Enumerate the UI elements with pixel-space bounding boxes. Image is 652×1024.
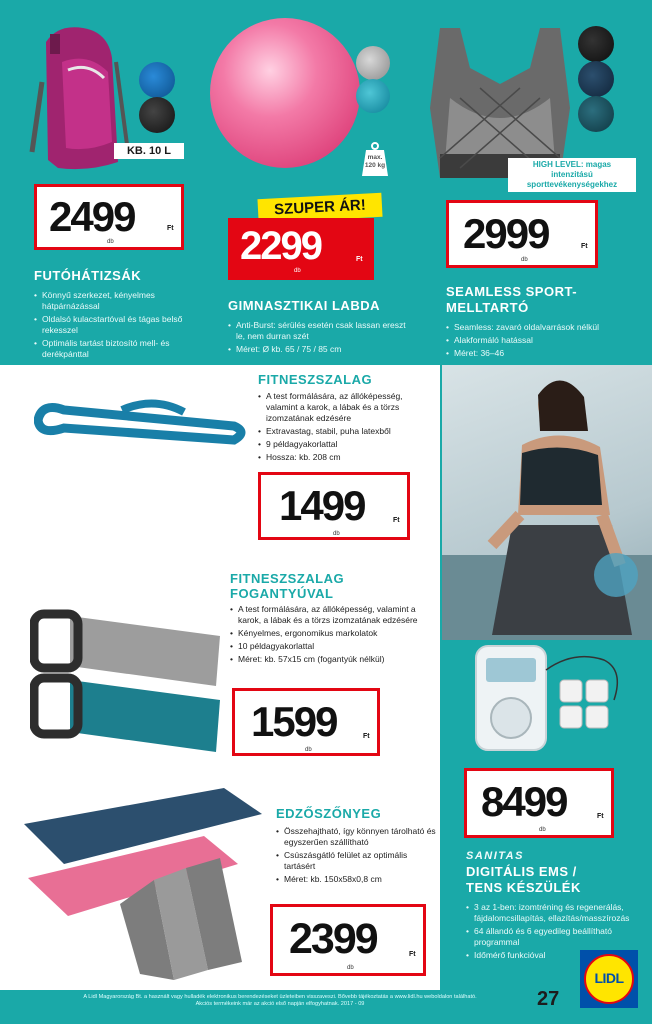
footer-line-1: A Lidl Magyarország Bt. a használt vagy hulladék elektronikus berendezéseket üzleteiben visszaveszi. Bővebb tájékoztatás a www.lidl.hu weboldalon található. <box>83 994 477 1000</box>
feature-item: • Seamless: zavaró oldalvarrások nélkül <box>446 322 636 333</box>
unit: db <box>521 257 528 263</box>
feature-item: • Időmérő funkcióval <box>466 950 642 961</box>
currency: Ft <box>597 813 604 820</box>
exercise-mat-image <box>24 784 264 984</box>
ball-price-box <box>228 218 374 280</box>
band-handle-features <box>230 604 436 665</box>
feature-item: • 10 példagyakorlattal <box>230 641 436 652</box>
unit: db <box>539 827 546 833</box>
mat-title: EDZŐSZŐNYEG <box>276 806 382 821</box>
athlete-photo <box>442 365 652 640</box>
mat-price-box <box>270 904 426 976</box>
ems-title-line1: DIGITÁLIS EMS / <box>466 864 577 879</box>
capacity-badge: KB. 10 L <box>114 143 184 159</box>
mat-features <box>276 826 440 885</box>
ems-price-box <box>464 768 614 838</box>
currency: Ft <box>409 951 416 958</box>
feature-item: • Méret: 36–46 <box>446 348 636 359</box>
feature-item: • A test formálására, az állóképesség, valamint a karok, a lábak és a törzs izomzatának edzésére <box>258 391 436 424</box>
color-swatch-blue <box>139 62 175 98</box>
feature-item: • 3 az 1-ben: izomtréning és regenerálás, fájdalomcsillapítás, ellazítás/masszírozás <box>466 902 642 924</box>
feature-item: • Méret: kb. 150x58x0,8 cm <box>276 874 440 885</box>
feature-item: • Méret: kb. 57x15 cm (fogantyúk nélkül) <box>230 654 436 665</box>
footer-disclaimer <box>30 994 530 1008</box>
color-swatch-grey <box>356 46 390 80</box>
feature-item: • 64 állandó és 6 egyedileg beállítható programmal <box>466 926 642 948</box>
feature-item: • Oldalsó kulacstartóval és tágas belső rekesszel <box>34 314 204 336</box>
high-level-badge: HIGH LEVEL: magas intenzitású sporttevékenységekhez <box>508 158 636 192</box>
color-swatch-navy <box>578 61 614 97</box>
band-with-handles-image <box>30 596 226 766</box>
unit: db <box>305 747 312 753</box>
feature-item: • Méret: Ø kb. 65 / 75 / 85 cm <box>228 344 408 355</box>
currency: Ft <box>356 256 363 263</box>
unit: db <box>294 268 301 274</box>
ems-brand: SANITAS <box>466 850 524 862</box>
lidl-logo-text: LIDL <box>594 970 624 986</box>
feature-item: • Összehajtható, így könnyen tárolható és egyszerűen szállítható <box>276 826 440 848</box>
fitness-band-image <box>34 392 252 452</box>
ems-title-line2: TENS KÉSZÜLÉK <box>466 880 581 895</box>
band-price: 1499 <box>279 482 365 529</box>
backpack-features <box>34 290 204 360</box>
ball-title: GIMNASZTIKAI LABDA <box>228 298 380 313</box>
feature-item: • Extravastag, stabil, puha latexből <box>258 426 436 437</box>
color-swatch-petrol <box>578 96 614 132</box>
bra-price: 2999 <box>463 210 549 257</box>
gym-ball-image <box>210 18 360 168</box>
feature-item: • Hossza: kb. 208 cm <box>258 452 436 463</box>
page-number: 27 <box>537 988 560 1010</box>
footer-line-2: Akciós termékeink már az akció első napján elfogyhatnak. 2017 - 09 <box>195 1001 365 1007</box>
promo-banner: SZUPER ÁR! <box>257 193 382 223</box>
bra-title-line2: MELLTARTÓ <box>446 300 529 315</box>
backpack-price-box <box>34 184 184 250</box>
ems-device-image <box>464 640 634 760</box>
feature-item: • Könnyű szerkezet, kényelmes hátpárnázással <box>34 290 204 312</box>
ball-features <box>228 320 408 355</box>
color-swatch-teal <box>356 79 390 113</box>
band-handle-title-line1: FITNESZSZALAG <box>230 571 345 586</box>
feature-item: • 9 példagyakorlattal <box>258 439 436 450</box>
feature-item: • Kényelmes, ergonomikus markolatok <box>230 628 436 639</box>
feature-item: • Anti-Burst: sérülés esetén csak lassan ereszt le, nem durran szét <box>228 320 408 342</box>
band-handle-title-line2: FOGANTYÚVAL <box>230 586 334 601</box>
ball-price: 2299 <box>240 224 321 268</box>
bra-features <box>446 322 636 359</box>
currency: Ft <box>393 517 400 524</box>
feature-item: • Optimális tartást biztosító mell- és derékpánttal <box>34 338 204 360</box>
backpack-price: 2499 <box>49 193 135 240</box>
unit: db <box>107 239 114 245</box>
unit: db <box>347 965 354 971</box>
color-swatch-dark <box>578 26 614 62</box>
bra-title-line1: SEAMLESS SPORT- <box>446 284 578 299</box>
currency: Ft <box>581 243 588 250</box>
feature-item: • Csúszásgátló felület az optimális tartásért <box>276 850 440 872</box>
weight-label: max. 120 kg <box>364 154 386 169</box>
band-price-box <box>258 472 410 540</box>
feature-item: • A test formálására, az állóképesség, valamint a karok, a lábak és a törzs izomzatának edzésére <box>230 604 436 626</box>
lidl-logo <box>580 950 638 1008</box>
band-features <box>258 391 436 463</box>
color-swatch-black <box>139 97 175 133</box>
ems-price: 8499 <box>481 778 567 825</box>
feature-item: • Alakformáló hatással <box>446 335 636 346</box>
unit: db <box>333 531 340 537</box>
currency: Ft <box>363 733 370 740</box>
mat-price: 2399 <box>289 915 377 963</box>
bra-price-box <box>446 200 598 268</box>
band-title: FITNESZSZALAG <box>258 372 373 387</box>
band-handle-price: 1599 <box>251 698 337 745</box>
currency: Ft <box>167 225 174 232</box>
backpack-title: FUTÓHÁTIZSÁK <box>34 268 142 283</box>
band-handle-price-box <box>232 688 380 756</box>
